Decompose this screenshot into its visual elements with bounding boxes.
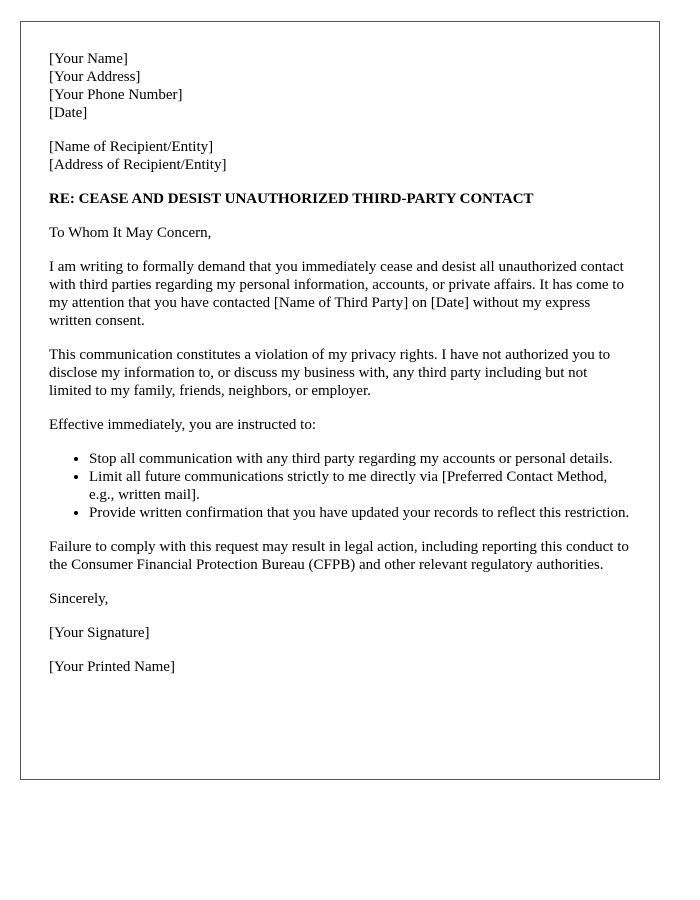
instructions-list [49,450,631,522]
subject-line: RE: CEASE AND DESIST UNAUTHORIZED THIRD-PARTY CONTACT [49,191,534,207]
signature: [Your Signature] [49,625,150,641]
paragraph-consequences: Failure to comply with this request may result in legal action, including reporting this conduct to the Consumer Financial Protection Bureau (CFPB) and other relevant regulatory authorities. [49,539,629,573]
sender-address: [Your Address] [49,69,141,85]
list-item: • Limit all future communications strictly to me directly via [Preferred Contact Method, e.g., written mail]. [89,468,631,504]
list-item: • Stop all communication with any third party regarding my accounts or personal details. [89,450,631,468]
list-item: • Provide written confirmation that you have updated your records to reflect this restriction. [89,504,631,522]
letter-page [20,21,660,780]
sender-block [49,50,631,122]
sender-phone: [Your Phone Number] [49,87,183,103]
sender-name: [Your Name] [49,51,128,67]
recipient-name: [Name of Recipient/Entity] [49,139,214,155]
printed-name: [Your Printed Name] [49,659,175,675]
salutation: To Whom It May Concern, [49,225,212,241]
recipient-address: [Address of Recipient/Entity] [49,157,227,173]
signoff: Sincerely, [49,591,109,607]
paragraph-instructions-intro: Effective immediately, you are instructed to: [49,417,316,433]
recipient-block [49,138,631,174]
sender-date: [Date] [49,105,88,121]
paragraph-demand: I am writing to formally demand that you immediately cease and desist all unauthorized contact with third parties regarding my personal information, accounts, or private affairs. It has come to my attention that you have contacted [Name of Third Party] on [Date] without my express written consent. [49,259,624,329]
paragraph-violation: This communication constitutes a violation of my privacy rights. I have not authorized you to disclose my information to, or discuss my business with, any third party including but not limited to my family, friends, neighbors, or employer. [49,347,611,399]
